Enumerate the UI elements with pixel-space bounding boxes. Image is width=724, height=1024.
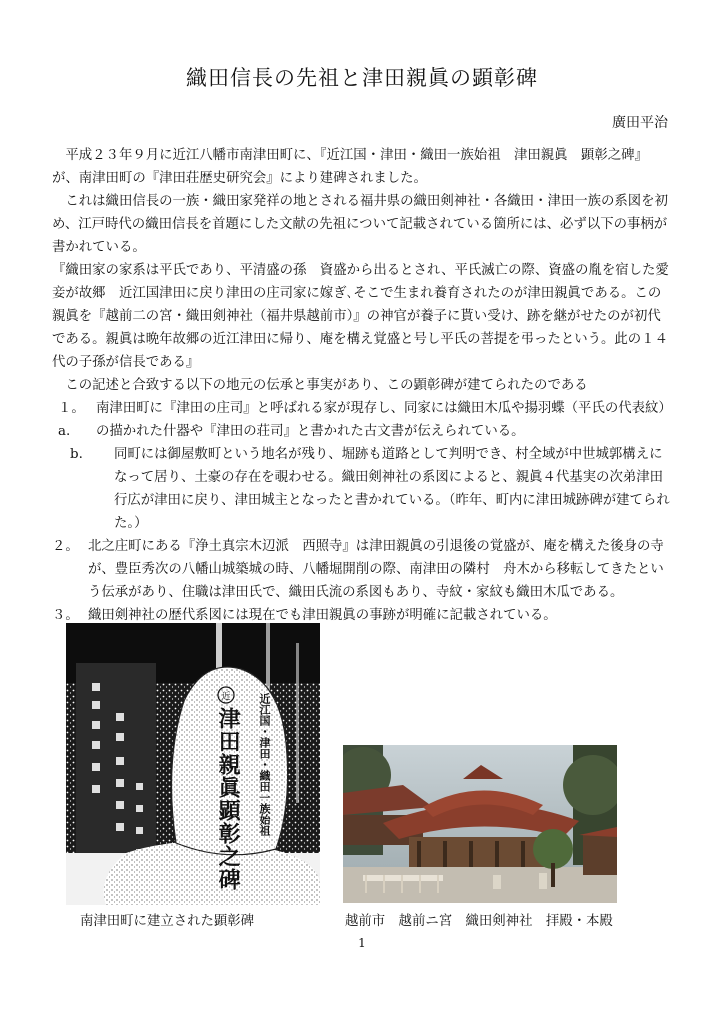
paragraph-quote: 『織田家の家系は平氏であり、平清盛の孫 資盛から出るとされ、平氏滅亡の際、資盛の胤を宿した愛妾が故郷 近江国津田に戻り津田の庄司家に嫁ぎ､そこで生まれ養育されたのが津田親眞である。この親眞を『越前二の宮・織田剣神社（福井県越前市）』の神官が養子に貰い受け、跡を継がせたのが初代である。親眞は晩年故郷の近江津田に帰り、庵を構え覚盛と号し平氏の菩提を弔ったという。此の１４代の子孫が信長である』 bbox=[52, 263, 669, 370]
list-item-text: 織田剣神社の歴代系図には現在でも津田親眞の事跡が明確に記載されている。 bbox=[88, 608, 557, 623]
list-item-number: １。a. bbox=[58, 401, 85, 439]
list-item-number: ３。 bbox=[52, 608, 79, 623]
photo-caption-monument: 南津田町に建立された顕彰碑 bbox=[80, 914, 255, 929]
list-item-text: 南津田町に『津田の庄司』と呼ばれる家が現存し、同家には織田木瓜や揚羽蝶（平氏の代表紋）の描かれた什器や『津田の荘司』と書かれた古文書が伝えられている。 bbox=[96, 401, 672, 439]
paragraph-intro: 平成２３年９月に近江八幡市南津田町に、『近江国・津田・織田一族始祖 津田親眞 顕彰之碑』が、南津田町の『津田荘歴史研究会』により建碑されました。 bbox=[52, 148, 648, 186]
monument-photo bbox=[66, 623, 320, 905]
page-number: 1 bbox=[358, 936, 366, 950]
list-item-text: 北之庄町にある『浄土真宗木辺派 西照寺』は津田親眞の引退後の覚盛が、庵を構えた後身の寺が、豊臣秀次の八幡山城築城の時、八幡堀開削の際、南津田の隣村 舟木から移転してきたという伝承があり、住職は津田氏で、織田氏流の系図もあり、寺紋・家紋も織田木瓜である。 bbox=[88, 539, 664, 600]
paragraph-genealogy: これは織田信長の一族・織田家発祥の地とされる福井県の織田剣神社・各織田・津田一族の系図を初め、江戸時代の織田信長を首題にした文献の先祖について記載されている箇所には、必ず以下の事柄が書かれている。 bbox=[52, 194, 668, 255]
list-item bbox=[52, 535, 672, 604]
list-item-number: ２。 bbox=[52, 539, 79, 554]
list-item bbox=[52, 397, 672, 443]
monument-inscription: 津田親眞顕彰之碑 bbox=[215, 707, 242, 891]
list-item-text: 同町には御屋敷町という地名が残り、堀跡も道路として判明でき、村全域が中世城郭構えになって居り、土豪の存在を覗わせる。織田剣神社の系図によると、親眞４代基実の次弟津田行広が津田に戻り、津田城主となったと書かれている。（昨年、町内に津田城跡碑が建てられた。） bbox=[114, 447, 670, 531]
list-item-number: b. bbox=[70, 447, 83, 462]
seal-glyph: 近 bbox=[221, 692, 231, 702]
monument-subtitle: 近江国・津田・織田一族始祖 bbox=[258, 693, 271, 836]
shrine-photo-image bbox=[343, 745, 617, 903]
author-name: 廣田平治 bbox=[612, 115, 668, 131]
monument-photo-image bbox=[66, 623, 320, 905]
photo-caption-shrine: 越前市 越前ニ宮 織田剣神社 拝殿・本殿 bbox=[345, 914, 613, 929]
article-body bbox=[52, 144, 672, 627]
shrine-photo bbox=[343, 745, 617, 903]
paragraph-transition: この記述と合致する以下の地元の伝承と事実があり、この顕彰碑が建てられたのである bbox=[65, 378, 588, 393]
page-title: 織田信長の先祖と津田親眞の顕彰碑 bbox=[186, 66, 538, 90]
list-item bbox=[52, 443, 672, 535]
